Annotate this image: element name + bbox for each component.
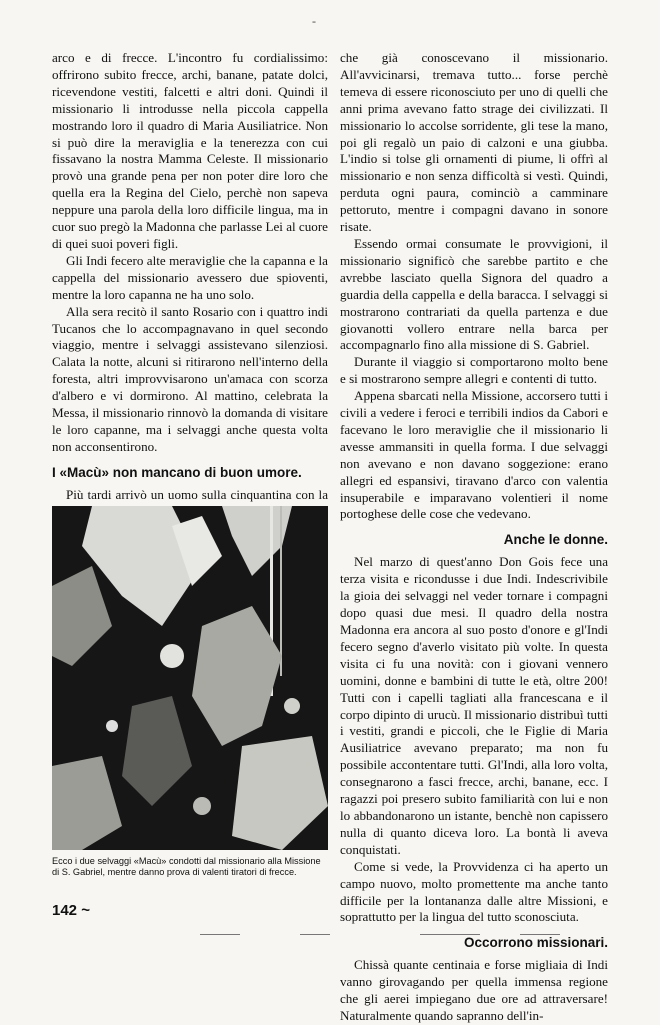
right-paragraph-4: Appena sbarcati nella Missione, accorsero tutti i civili a vedere i feroci e terribili indios da Cabori e facevano le loro meraviglie che il missionario li avesse ammansiti in quella forma. I due selvaggi non avevano e non davano soggezione: erano allegri ed espansivi, tiravano d'arco con valentia insuperabile e imparavano volentieri il nome portoghese delle cose che vedevano. <box>340 388 608 522</box>
heading-occorrono-missionari: Occorrono missionari. <box>463 935 608 951</box>
left-paragraph-2: Gli Indi fecero alte meraviglie che la capanna e la cappella del missionario avessero due spioventi, mentre la loro capanna ne ha uno solo. <box>52 252 328 302</box>
left-column <box>52 50 328 537</box>
bottom-rule-2 <box>300 934 330 935</box>
page-number-mark: ~ <box>81 902 90 919</box>
left-paragraph-3: Alla sera recitò il santo Rosario con i quattro indi Tucanos che lo accompagnavano in quel secondo viaggio, mentre i selvaggi assistevano silenziosi. Calata la notte, alcuni si ritirarono nell'interno della foresta, altri improvvisarono un'amaca con scorza d'albero e vi dormirono. Al mattino, celebrata la Messa, il missionario rinnovò la domanda di visitare le loro capanne, ma i selvaggi anche questa volta non acconsentirono. <box>52 303 328 454</box>
top-mark: - <box>312 14 316 28</box>
right-paragraph-5: Nel marzo di quest'anno Don Gois fece una terza visita e ricondusse i due Indi. Indescrivibile la gioia dei selvaggi nel veder tornare i compagni dopo quasi due mesi. Il quadro della nostra Madonna era ancora al suo posto d'onore e gl'Indi fecero segno d'averlo visitato più volte. In questa visita ci fu una novità: con i giovani vennero uomini, donne e bambini di tutte le età, oltre 200! Tutti con i capelli tagliati alla francescana e il corpo dipinto di urucù. Il missionario distribuì tutti i vestiti, grandi e piccoli, che le Figlie di Maria Ausiliatrice avevano preparato; ma non fu possibile accontentare tutti. Gl'Indi, alla loro volta, consegnarono a fasci frecce, archi, banane, ecc. I ragazzi poi presero subito familiarità con lui e non lo abbandonarono un istante, benchè non capissero nulla di quanto diceva loro. La bontà li aveva conquistati. <box>340 554 608 857</box>
page-number <box>52 902 90 919</box>
right-paragraph-6: Come si vede, la Provvidenza ci ha aperto un campo nuovo, molto promettente ma anche tanto difficile per la lontananza dalle altre Missioni, e soprattutto per la lingua del tutto sconosciuta. <box>340 858 608 925</box>
photo-caption: Ecco i due selvaggi «Macù» condotti dal missionario alla Missione di S. Gabriel, mentre danno prova di valenti tiratori di frecce. <box>52 856 321 877</box>
page-number-value: 142 <box>52 902 78 919</box>
bottom-rule-1 <box>200 934 240 935</box>
left-paragraph-1: arco e di frecce. L'incontro fu cordialissimo: offrirono subito frecce, archi, banane, patate dolci, ricevendone vestiti, falcetti e altri doni. Quindi il missionario li introdusse nella piccola cappella mostrando loro il quadro di Maria Ausiliatrice. Non si può dire la meraviglia e la tenerezza con cui fissavano la nostra Mamma Celeste. Il missionario provò una grande pena per non poter dire loro che quella era la Regina del Cielo, perchè non sapeva neppure una parola della loro difficile lingua, ma in cuor suo pregò la Madonna che parlasse Lei al cuore di quei suoi poveri figli. <box>52 50 328 251</box>
right-paragraph-2: Essendo ormai consumate le provvigioni, il missionario significò che sarebbe partito e che avrebbe lasciato quella Signora del quadro a guardia della cappella e della baracca. I selvaggi si mostrarono contrariati da quella partenza e due giovanotti vollero entrare nella barca per accompagnarlo fino alla missione di S. Gabriel. <box>340 235 608 353</box>
right-paragraph-1: che già conoscevano il missionario. All'avvicinarsi, tremava tutto... forse perchè temeva di essere riconosciuto per uno di quelli che anni prima avevano fatto strage dei civilizzati. Il missionario lo accolse sorridente, gli tese la mano, poi gli regalò un paio di calzoni e una giubba. L'indio si tolse gli ornamenti di piume, li offrì al missionario e non senza difficoltà si vestì. Quindi, perduta ogni paura, cominciò a camminare pettoruto, mentre i compagni davano in sonore risate. <box>340 50 608 235</box>
heading-macu: I «Macù» non mancano di buon umore. <box>52 464 302 480</box>
right-paragraph-7: Chissà quante centinaia e forse migliaia di Indi vanno girovagando per quella immensa regione che gli aerei impiegano due ore ad attraversare! Naturalmente quando sapranno dell'in- <box>340 957 608 1024</box>
photo-image <box>52 506 328 850</box>
heading-anche-le-donne: Anche le donne. <box>503 532 608 548</box>
bottom-rule-4 <box>520 934 560 935</box>
right-paragraph-3: Durante il viaggio si comportarono molto bene e si mostrarono sempre allegri e contenti di tutto. <box>340 354 608 387</box>
photo-macu-archers <box>52 506 328 850</box>
left-paragraph-4: Più tardi arrivò un uomo sulla cinquantina con la <box>66 486 328 502</box>
right-column <box>340 50 608 1025</box>
bottom-rule-3 <box>420 934 480 935</box>
